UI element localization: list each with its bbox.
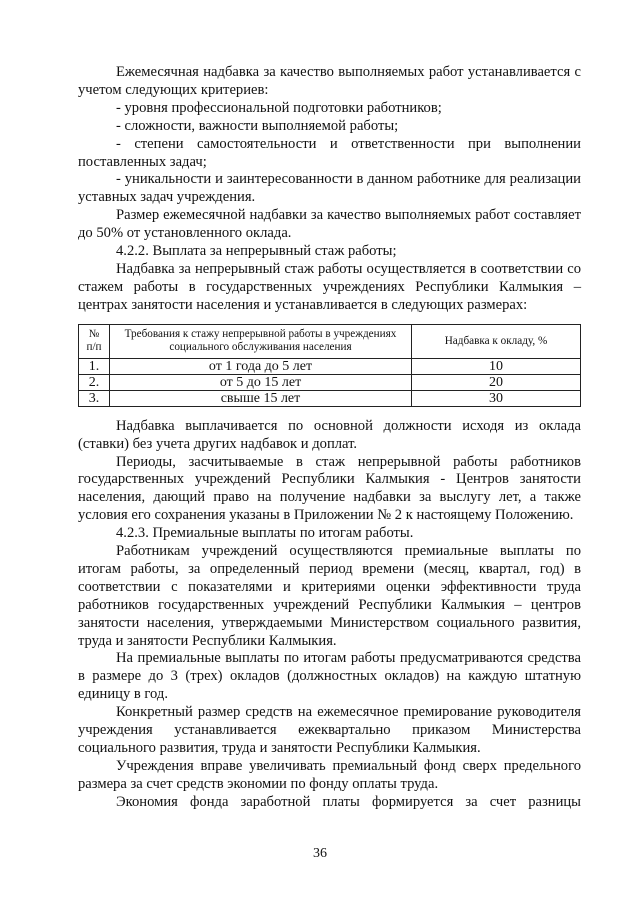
paragraph-periods: Периоды, засчитываемые в стаж непрерывной работы работников государственных учреждений Республики Калмыкия - Центров занятости населения, дающий право на получение надбавки за выслугу лет, а также условия его сохранения указаны в Приложении № 2 к настоящему Положению. (78, 453, 581, 524)
paragraph-bonus-fund-increase: Учреждения вправе увеличивать премиальный фонд сверх предельного размера за счет средств экономии по фонду оплаты труда. (78, 757, 581, 792)
paragraph-payroll-savings: Экономия фонда заработной платы формируется за счет разницы (116, 793, 581, 810)
paragraph-main-position: Надбавка выплачивается по основной должности исходя из оклада (ставки) без учета других надбавок и доплат. (78, 417, 581, 452)
row-percent: 30 (412, 390, 581, 406)
row-requirement: свыше 15 лет (110, 390, 412, 406)
document-page (78, 64, 581, 812)
row-requirement: от 5 до 15 лет (110, 374, 412, 390)
paragraph-bonus-funds: На премиальные выплаты по итогам работы предусматриваются средства в размере до 3 (трех) окладов (должностных окладов) на каждую штатную единицу в год. (78, 650, 581, 703)
section-heading-4-2-3: 4.2.3. Премиальные выплаты по итогам работы. (116, 525, 414, 542)
paragraph-director-bonus: Конкретный размер средств на ежемесячное премирование руководителя учреждения устанавливается ежеквартально приказом Министерства социального развития, труда и занятости Республики Калмыкия. (78, 704, 581, 756)
table-row (79, 374, 581, 390)
header-allowance: Надбавка к окладу, % (412, 324, 581, 358)
row-number: 2. (79, 374, 110, 390)
row-number: 1. (79, 358, 110, 374)
criteria-item: - уникальности и заинтересованности в данном работнике для реализации уставных задач учреждения. (78, 171, 581, 206)
page-number: 36 (313, 846, 327, 861)
paragraph-quality-allowance: Ежемесячная надбавка за качество выполняемых работ устанавливается с учетом следующих критериев: (78, 64, 581, 98)
row-requirement: от 1 года до 5 лет (110, 358, 412, 374)
header-number: № п/п (79, 324, 110, 358)
row-percent: 20 (412, 374, 581, 390)
table-row (79, 358, 581, 374)
paragraph-allowance-size: Размер ежемесячной надбавки за качество выполняемых работ составляет до 50% от установленного оклада. (78, 207, 581, 242)
row-number: 3. (79, 390, 110, 406)
row-percent: 10 (412, 358, 581, 374)
paragraph-continuous-service: Надбавка за непрерывный стаж работы осуществляется в соответствии со стажем работы в государственных учреждениях Республики Калмыкия – центрах занятости населения и устанавливается в следующих размерах: (78, 260, 581, 313)
criteria-item: - сложности, важности выполняемой работы; (116, 117, 399, 134)
paragraph-bonus-payments: Работникам учреждений осуществляются премиальные выплаты по итогам работы, за определенный период времени (месяц, квартал, год) в соответствии с показателями и критериями оценки эффективности труда работников государственных учреждений Республики Калмыкия – центров занятости населения, утверждаемыми Министерством социального развития, труда и занятости Республики Калмыкия. (78, 543, 581, 649)
header-requirements: Требования к стажу непрерывной работы в учреждениях социального обслуживания населения (110, 324, 412, 358)
table-header-row (79, 324, 581, 358)
table-row (79, 390, 581, 406)
section-heading-4-2-2: 4.2.2. Выплата за непрерывный стаж работы; (116, 243, 397, 260)
criteria-item: - уровня профессиональной подготовки работников; (116, 99, 442, 116)
service-allowance-table (78, 324, 581, 407)
criteria-item: - степени самостоятельности и ответственности при выполнении поставленных задач; (78, 135, 581, 170)
